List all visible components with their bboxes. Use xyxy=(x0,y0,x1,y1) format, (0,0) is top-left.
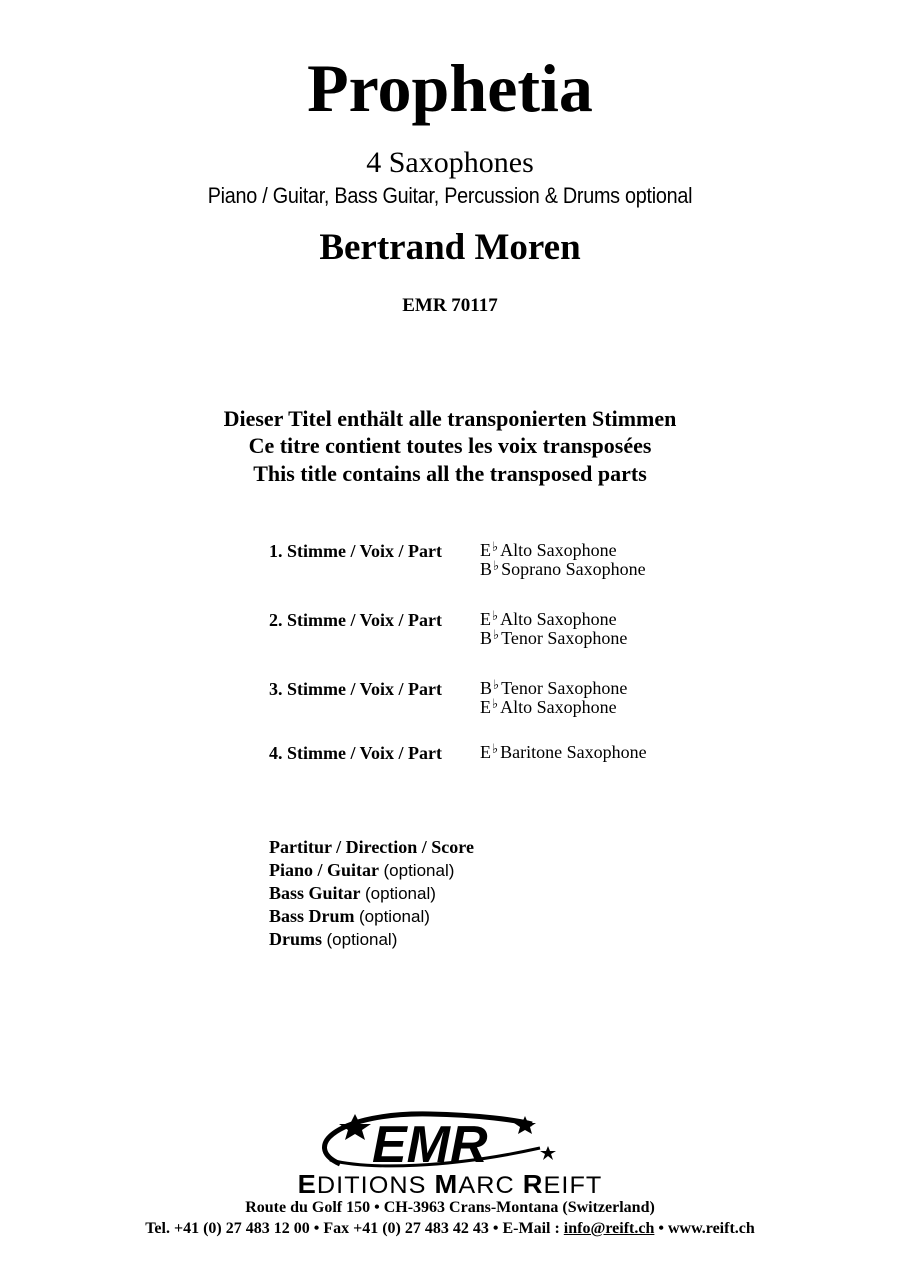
part-instrument xyxy=(480,560,646,579)
extra-part xyxy=(269,928,474,951)
extra-part-name: Piano / Guitar xyxy=(269,860,380,880)
flat-symbol: ♭ xyxy=(493,627,500,642)
extra-part-note: (optional) xyxy=(326,930,398,949)
catalog-number: EMR 70117 xyxy=(402,295,498,316)
instrument-name: Alto Saxophone xyxy=(500,609,617,629)
extra-part-note: (optional) xyxy=(383,861,455,880)
flat-symbol: ♭ xyxy=(492,696,499,711)
instrument-name: Tenor Saxophone xyxy=(501,628,628,648)
publisher-initial: M xyxy=(434,1169,459,1199)
instrument-name: Alto Saxophone xyxy=(500,540,617,560)
extra-parts-list xyxy=(269,836,474,951)
extra-part-note: (optional) xyxy=(365,884,436,903)
extra-part xyxy=(269,905,474,928)
part-label: 3. Stimme / Voix / Part xyxy=(269,679,442,699)
instrument-name: Baritone Saxophone xyxy=(500,742,647,762)
publisher-word: ARC xyxy=(458,1172,523,1199)
emr-logo xyxy=(300,1106,570,1178)
instrument-key: E xyxy=(480,540,491,560)
part-label: 2. Stimme / Voix / Part xyxy=(269,610,442,630)
publisher-contact xyxy=(0,1219,900,1239)
flat-symbol: ♭ xyxy=(493,558,500,573)
part-instrument xyxy=(480,629,627,648)
publisher-word: EIFT xyxy=(543,1172,603,1199)
instrumentation: 4 Saxophones xyxy=(366,146,534,179)
score-title: Prophetia xyxy=(307,50,593,126)
instrument-key: E xyxy=(480,697,491,717)
notice-english: This title contains all the transposed parts xyxy=(253,461,647,486)
instrument-key: B xyxy=(480,559,493,579)
logo-text: EMR xyxy=(372,1116,488,1174)
flat-symbol: ♭ xyxy=(492,741,499,756)
instrument-name: Soprano Saxophone xyxy=(501,559,646,579)
part-instrument xyxy=(480,541,617,560)
part-label: 1. Stimme / Voix / Part xyxy=(269,541,442,561)
instrument-key: E xyxy=(480,742,491,762)
publisher-name xyxy=(0,1170,900,1200)
part-instrument xyxy=(480,698,617,717)
instrument-key: E xyxy=(480,609,491,629)
instrument-key: B xyxy=(480,628,493,648)
optional-instruments: Piano / Guitar, Bass Guitar, Percussion & Drums optional xyxy=(207,183,693,208)
logo-star-small xyxy=(540,1146,556,1160)
contact-phone-fax: Tel. +41 (0) 27 483 12 00 • Fax +41 (0) 27 483 42 43 • E-Mail : xyxy=(145,1220,564,1237)
instrument-name: Alto Saxophone xyxy=(500,697,617,717)
extra-part-name: Bass Guitar xyxy=(269,883,361,903)
publisher-address: Route du Golf 150 • CH-3963 Crans-Montana (Switzerland) xyxy=(245,1199,655,1216)
notice-german: Dieser Titel enthält alle transponierten Stimmen xyxy=(223,406,677,431)
composer-name: Bertrand Moren xyxy=(319,227,581,268)
flat-symbol: ♭ xyxy=(493,677,500,692)
email-link[interactable]: info@reift.ch xyxy=(563,1220,655,1237)
part-instrument xyxy=(480,610,617,629)
extra-part xyxy=(269,836,474,859)
flat-symbol: ♭ xyxy=(492,608,499,623)
notice-french: Ce titre contient toutes les voix transposées xyxy=(248,433,652,458)
part-label: 4. Stimme / Voix / Part xyxy=(269,743,442,763)
extra-part-note: (optional) xyxy=(359,907,430,926)
extra-part-name: Drums xyxy=(269,929,322,949)
publisher-initial: E xyxy=(297,1169,317,1199)
extra-part xyxy=(269,859,474,882)
part-instrument xyxy=(480,679,627,698)
contact-website[interactable]: • www.reift.ch xyxy=(654,1220,755,1237)
extra-part-name: Partitur / Direction / Score xyxy=(269,837,474,857)
extra-part-name: Bass Drum xyxy=(269,906,355,926)
publisher-word: DITIONS xyxy=(316,1172,435,1199)
flat-symbol: ♭ xyxy=(492,539,499,554)
extra-part xyxy=(269,882,474,905)
part-instrument xyxy=(480,743,647,762)
publisher-initial: R xyxy=(522,1169,544,1199)
instrument-key: B xyxy=(480,678,493,698)
instrument-name: Tenor Saxophone xyxy=(501,678,628,698)
